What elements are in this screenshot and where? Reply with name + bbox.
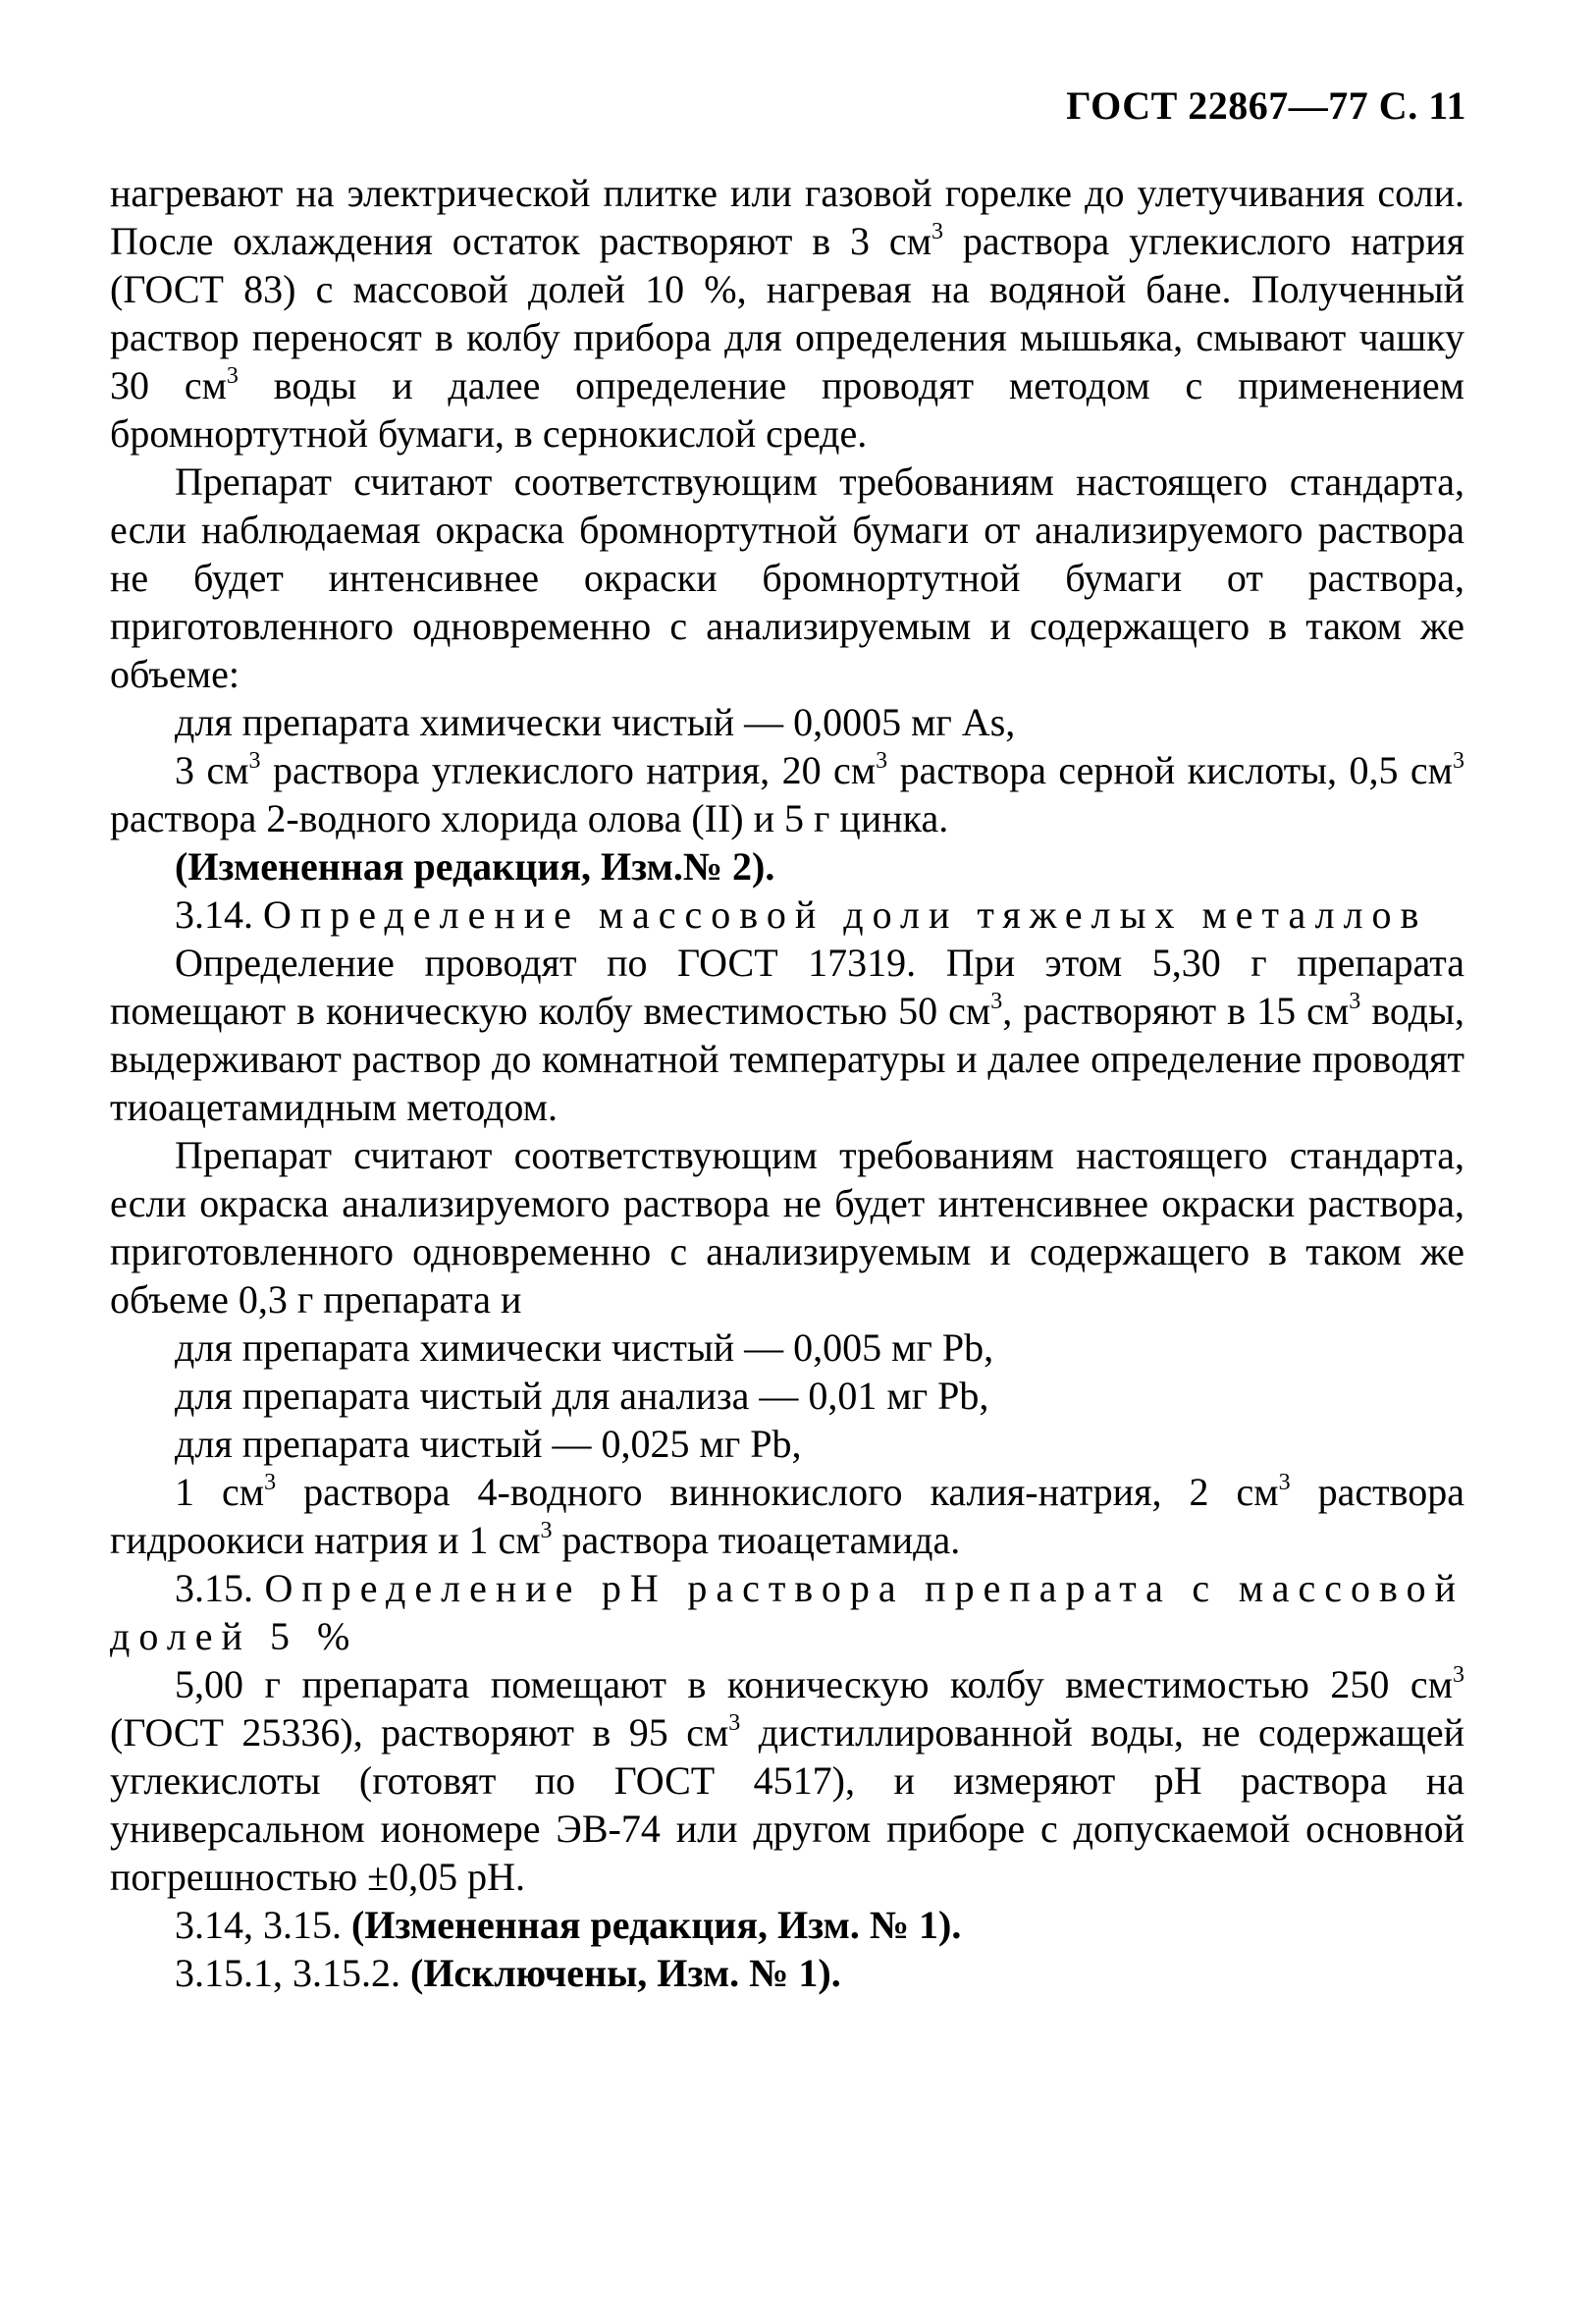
text-run: раствора серной кислоты, 0,5 см [887, 748, 1453, 792]
section-heading-3-15 [110, 1564, 1464, 1660]
text-run: воды, выдерживают раствор до комнатной температуры и далее определение проводят тиоацетамидным методом. [110, 989, 1465, 1129]
superscript: 3 [931, 219, 944, 244]
section-title: Определение массовой доли тяжелых металлов [263, 892, 1428, 937]
paragraph-arsenic-procedure [110, 169, 1464, 458]
superscript: 3 [1453, 1662, 1464, 1688]
superscript: 3 [728, 1710, 741, 1736]
paragraph-heavy-metals-criterion: Препарат считают соответствующим требованиям настоящего стандарта, если окраска анализируемого раствора не будет интенсивнее окраски раствора, приготовленного одновременно с анализируемым и содержащего в таком же объеме 0,3 г препарата и [110, 1133, 1464, 1322]
text-run: воды и далее определение проводят методом с применением бромнортутной бумаги, в сернокислой среде. [110, 363, 1464, 456]
superscript: 3 [876, 748, 888, 774]
amendment-label: (Измененная редакция, Изм. № 1). [351, 1903, 962, 1947]
text-run: 3 см [175, 748, 249, 792]
text-run: 3.14, 3.15. [175, 1903, 351, 1947]
text-run: раствора 2-водного хлорида олова (II) и 5 г цинка. [110, 796, 949, 840]
text-run: дистиллированной воды, не содержащей углекислоты (готовят по ГОСТ 4517), и измеряют рН раствора на универсальном иономере ЭВ-74 или другом приборе с допускаемой основной погрешностью ±0,05 рН. [110, 1710, 1465, 1899]
list-item-lead-limit-pure: для препарата чистый — 0,025 мг Pb, [175, 1422, 802, 1466]
running-header: ГОСТ 22867—77 С. 11 [1066, 83, 1466, 128]
section-number: 3.15. [175, 1566, 265, 1610]
paragraph-ph-procedure [110, 1660, 1464, 1901]
text-run: раствора гидроокиси натрия и 1 см [110, 1470, 1464, 1562]
superscript: 3 [1453, 748, 1464, 774]
section-heading-3-14 [110, 891, 1464, 939]
exclusion-label: (Исключены, Изм. № 1). [410, 1951, 841, 1995]
text-run: раствора углекислого натрия, 20 см [260, 748, 877, 792]
superscript: 3 [990, 989, 1003, 1014]
amendment-note-2: (Измененная редакция, Изм.№ 2). [175, 844, 775, 889]
superscript: 3 [1278, 1470, 1291, 1495]
section-number: 3.14. [175, 892, 263, 937]
text-run: 5,00 г препарата помещают в коническую колбу вместимостью 250 см [175, 1662, 1453, 1706]
paragraph-arsenic-criterion: Препарат считают соответствующим требованиям настоящего стандарта, если наблюдаемая окраска бромнортутной бумаги от анализируемого раствора не будет интенсивнее окраски бромнортутной бумаги от раствора, приготовленного одновременно с анализируемым и содержащего в таком же объеме: [110, 459, 1464, 696]
text-run: раствора тиоацетамида. [552, 1518, 961, 1562]
superscript: 3 [248, 748, 261, 774]
text-run: , растворяют в 15 см [1002, 989, 1350, 1033]
text-run: нагревают на электрической плитке или газовой горелке до улетучивания соли. После охлаждения остаток растворяют в 3 см [110, 171, 1464, 263]
text-run: Определение проводят по ГОСТ 17319. При этом 5,30 г препарата помещают в коническую колбу вместимостью 50 см [110, 941, 1464, 1033]
list-item-arsenic-limit: для препарата химически чистый — 0,0005 мг As, [175, 700, 1016, 744]
list-item-lead-limit-chemically-pure: для препарата химически чистый — 0,005 мг Pb, [175, 1325, 994, 1370]
text-run: (ГОСТ 25336), растворяют в 95 см [110, 1710, 729, 1755]
superscript: 3 [1349, 989, 1361, 1014]
amendment-note-1 [110, 1901, 1464, 1949]
text-run: раствора 4-водного виннокислого калия-натрия, 2 см [276, 1470, 1279, 1514]
paragraph-arsenic-reagents [110, 746, 1464, 842]
text-run: 1 см [175, 1470, 265, 1514]
superscript: 3 [264, 1470, 277, 1495]
list-item-lead-limit-analytical: для препарата чистый для анализа — 0,01 мг Pb, [175, 1374, 989, 1418]
superscript: 3 [540, 1518, 553, 1543]
document-body [110, 169, 1464, 1997]
text-run: раствора углекислого натрия (ГОСТ 83) с массовой долей 10 %, нагревая на водяной бане. Полученный раствор переносят в колбу прибора для определения мышьяка, смывают чашку 30 см [110, 219, 1465, 407]
paragraph-heavy-metals-reagents [110, 1468, 1464, 1564]
paragraph-heavy-metals-procedure [110, 939, 1464, 1131]
text-run: 3.15.1, 3.15.2. [175, 1951, 410, 1995]
superscript: 3 [226, 363, 239, 389]
exclusion-note [110, 1949, 1464, 1997]
section-title: Определение рН раствора препарата с массовой долей 5 % [110, 1566, 1465, 1658]
